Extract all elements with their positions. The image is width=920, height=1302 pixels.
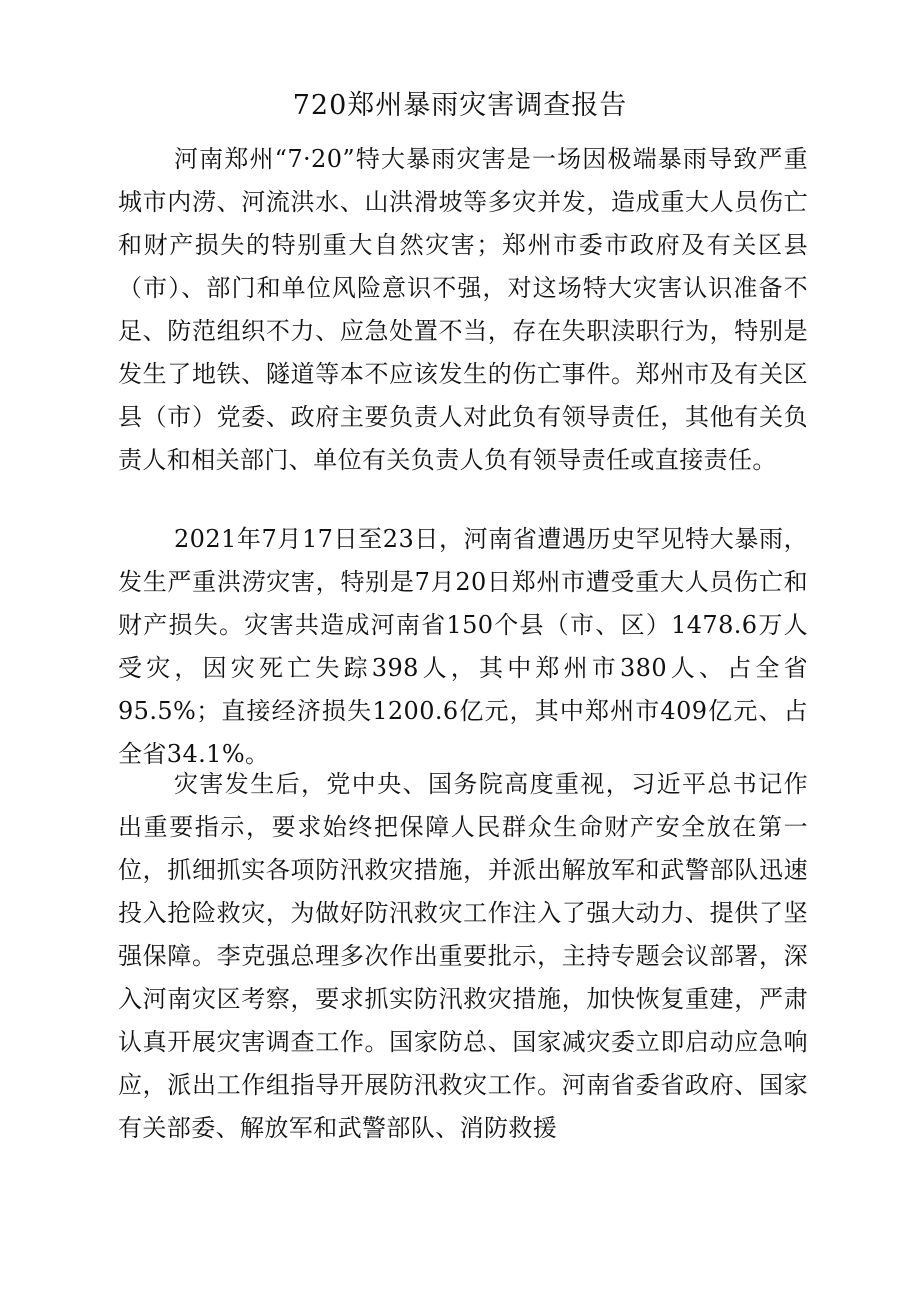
paragraph-government-response: 灾害发生后，党中央、国务院高度重视，习近平总书记作出重要指示，要求始终把保障人民群众生命财产安全放在第一位，抓细抓实各项防汛救灾措施，并派出解放军和武警部队迅速投入抢险救灾，为做好防汛救灾工作注入了强大动力、提供了坚强保障。李克强总理多次作出重要批示，主持专题会议部署，深入河南灾区考察，要求抓实防汛救灾措施，加快恢复重建，严肃认真开展灾害调查工作。国家防总、国家减灾委立即启动应急响应，派出工作组指导开展防汛救灾工作。河南省委省政府、国家有关部委、解放军和武警部队、消防救援 [118,770,808,1142]
paragraph-disaster-summary: 河南郑州“7·20”特大暴雨灾害是一场因极端暴雨导致严重城市内涝、河流洪水、山洪滑坡等多灾并发，造成重大人员伤亡和财产损失的特别重大自然灾害；郑州市委市政府及有关区县（市）、部门和单位风险意识不强，对这场特大灾害认识准备不足、防范组织不力、应急处置不当，存在失职渎职行为，特别是发生了地铁、隧道等本不应该发生的伤亡事件。郑州市及有关区县（市）党委、政府主要负责人对此负有领导责任，其他有关负责人和相关部门、单位有关负责人负有领导责任或直接责任。 [118,145,808,474]
document-title: 720郑州暴雨灾害调查报告 [292,90,628,121]
paragraph-disaster-statistics: 2021年7月17日至23日，河南省遭遇历史罕见特大暴雨，发生严重洪涝灾害，特别是7月20日郑州市遭受重大人员伤亡和财产损失。灾害共造成河南省150个县（市、区）1478.6万人受灾，因灾死亡失踪398人，其中郑州市380人、占全省95.5%；直接经济损失1200.6亿元，其中郑州市409亿元、占全省34.1%。 [118,525,808,768]
